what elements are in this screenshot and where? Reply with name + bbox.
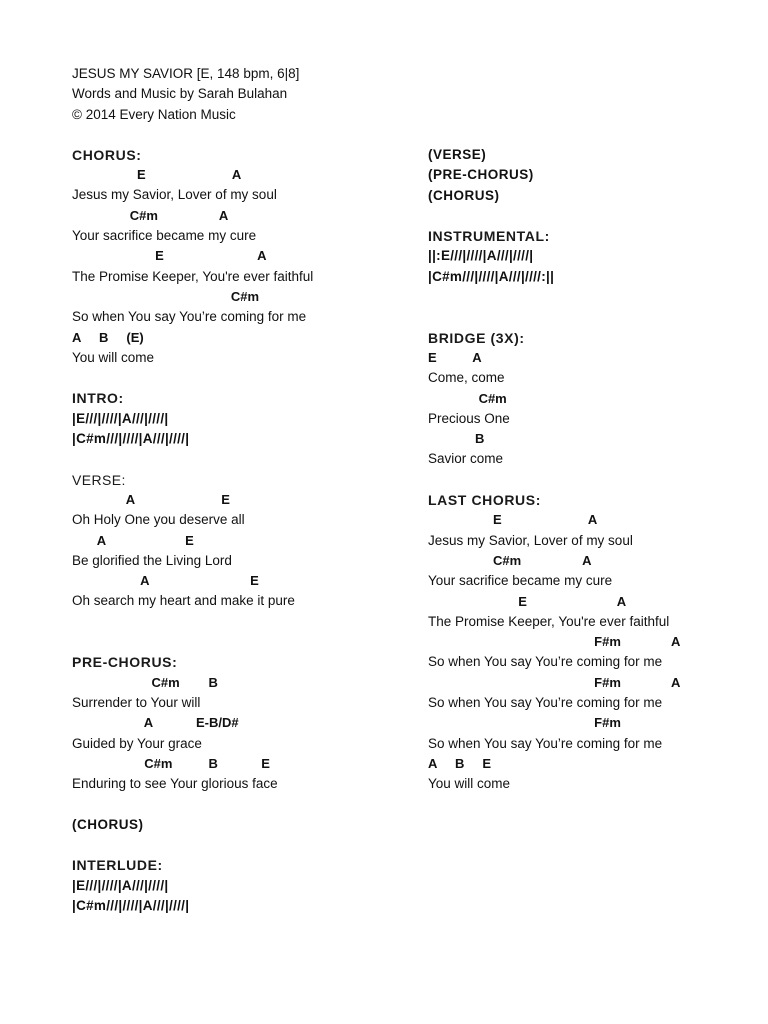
lyric-line: The Promise Keeper, You're ever faithful (428, 613, 670, 629)
chord-line: C#m B (72, 674, 218, 690)
chord-line: C#m A (72, 207, 229, 223)
section-label-prechorus: PRE-CHORUS: (72, 654, 178, 671)
chord-line: C#m A (428, 552, 592, 568)
prechorus-section (72, 652, 412, 794)
chord-line: F#m (428, 715, 621, 731)
lyric-line: Be glorified the Living Lord (72, 552, 232, 568)
chord-line: E A (428, 349, 482, 365)
lyric-line: So when You say You’re coming for me (72, 309, 307, 325)
chord-line: A E (72, 532, 194, 548)
right-column (428, 145, 728, 815)
lyric-line: Precious One (428, 410, 510, 426)
chorus-reference (72, 815, 412, 835)
bar-line: |E///|////|A///|////| (72, 877, 169, 893)
section-reference-chorus: (CHORUS) (428, 187, 500, 203)
lyric-line: Jesus my Savior, Lover of my soul (72, 187, 277, 203)
lyric-line: Surrender to Your will (72, 694, 201, 710)
section-label-intro: INTRO: (72, 390, 124, 407)
bar-line: |C#m///|////|A///|////| (72, 897, 190, 913)
spacer (72, 632, 412, 652)
lyric-line: Come, come (428, 370, 505, 386)
section-label-verse: VERSE: (72, 471, 126, 488)
section-references (428, 145, 728, 206)
chord-line: A E (72, 573, 259, 589)
song-copyright: © 2014 Every Nation Music (72, 106, 236, 122)
chord-line: A E-B/D# (72, 715, 239, 731)
section-label-interlude: INTERLUDE: (72, 857, 163, 874)
bar-line: |C#m///|////|A///|////:|| (428, 268, 555, 284)
interlude-section (72, 855, 412, 916)
intro-section (72, 388, 412, 449)
song-header (72, 64, 412, 125)
chord-line: E A (428, 593, 627, 609)
chord-line: E A (72, 248, 267, 264)
section-label-instrumental: INSTRUMENTAL: (428, 228, 550, 245)
lyric-line: Savior come (428, 451, 504, 467)
lyric-line: Enduring to see Your glorious face (72, 776, 278, 792)
song-credit: Words and Music by Sarah Bulahan (72, 86, 288, 102)
chord-line: C#m (428, 390, 507, 406)
lyric-line: Guided by Your grace (72, 735, 202, 751)
left-column (72, 64, 412, 936)
bridge-section (428, 328, 728, 470)
chord-line: C#m B E (72, 755, 270, 771)
lyric-line: So when You say You’re coming for me (428, 654, 663, 670)
section-reference-verse: (VERSE) (428, 147, 487, 162)
section-label-last-chorus: LAST CHORUS: (428, 492, 541, 509)
bar-line: |C#m///|////|A///|////| (72, 431, 190, 447)
chord-line: F#m A (428, 674, 681, 690)
lyric-line: Your sacrifice became my cure (72, 228, 257, 244)
lyric-line: Oh search my heart and make it pure (72, 593, 295, 609)
section-reference-chorus: (CHORUS) (72, 816, 144, 832)
verse-section (72, 470, 412, 612)
last-chorus-section (428, 490, 728, 794)
lyric-line: You will come (428, 776, 511, 792)
spacer (428, 307, 728, 327)
chord-line: E A (72, 167, 242, 183)
bar-line: ||:E///|////|A///|////| (428, 248, 534, 264)
lyric-line: So when You say You’re coming for me (428, 735, 663, 751)
bar-line: |E///|////|A///|////| (72, 410, 169, 426)
section-label-bridge: BRIDGE (3X): (428, 329, 525, 346)
chord-line: A B (E) (72, 329, 144, 345)
lyric-line: Your sacrifice became my cure (428, 573, 613, 589)
lyric-line: Jesus my Savior, Lover of my soul (428, 532, 633, 548)
chord-line: F#m A (428, 634, 681, 650)
chord-line: A E (72, 491, 230, 507)
chord-line: B (428, 431, 485, 447)
instrumental-section (428, 226, 728, 287)
section-reference-prechorus: (PRE-CHORUS) (428, 167, 534, 183)
chord-line: E A (428, 512, 598, 528)
lyric-line: So when You say You’re coming for me (428, 695, 663, 711)
lyric-line: Oh Holy One you deserve all (72, 512, 245, 528)
chord-line: A B E (428, 755, 492, 771)
lyric-line: You will come (72, 349, 155, 365)
song-title: JESUS MY SAVIOR [E, 148 bpm, 6|8] (72, 66, 300, 81)
section-label-chorus: CHORUS: (72, 146, 142, 163)
lyric-line: The Promise Keeper, You're ever faithful (72, 268, 314, 284)
chord-line: C#m (72, 288, 260, 304)
chorus-section (72, 145, 412, 368)
